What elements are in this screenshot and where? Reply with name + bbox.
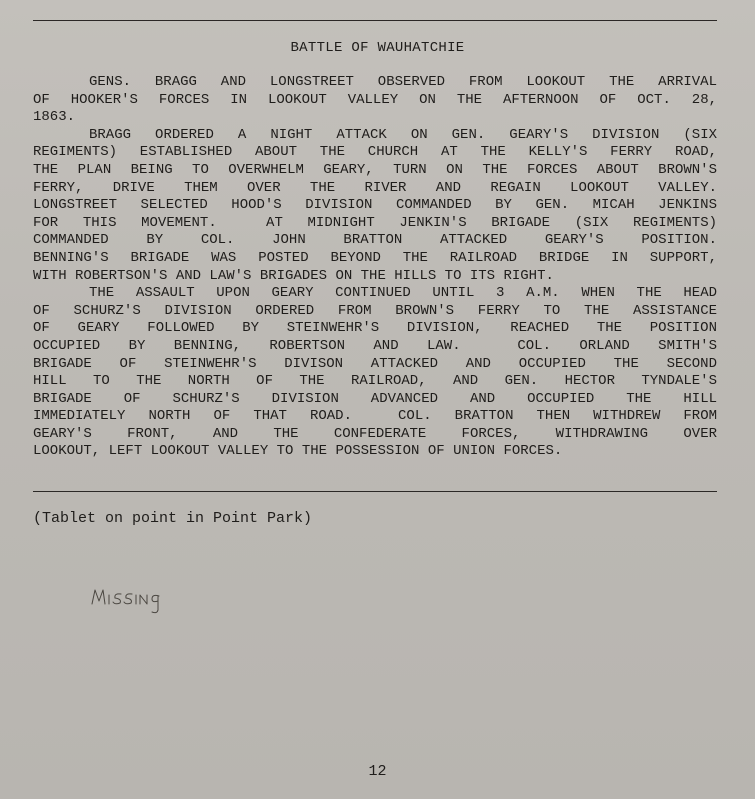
body-line: OCCUPIED BY BENNING, ROBERTSON AND LAW. COL. ORLAND SMITH'S [33, 337, 717, 354]
bottom-rule [33, 491, 717, 492]
handwritten-missing-note [90, 586, 170, 616]
body-line: HILL TO THE NORTH OF THE RAILROAD, AND GEN. HECTOR TYNDALE'S [33, 373, 717, 390]
body-line: THE ASSAULT UPON GEARY CONTINUED UNTIL 3 A.M. WHEN THE HEAD [89, 285, 717, 302]
body-line: FERRY, DRIVE THEM OVER THE RIVER AND REGAIN LOOKOUT VALLEY. [33, 179, 717, 196]
body-line: BRIGADE OF STEINWEHR'S DIVISON ATTACKED AND OCCUPIED THE SECOND [33, 355, 717, 372]
page-number: 12 [368, 763, 387, 780]
tablet-note: (Tablet on point in Point Park) [33, 510, 313, 527]
top-rule [33, 20, 717, 21]
body-line: WITH ROBERTSON'S AND LAW'S BRIGADES ON THE HILLS TO ITS RIGHT. [33, 267, 554, 284]
body-line: OF SCHURZ'S DIVISION ORDERED FROM BROWN'S FERRY TO THE ASSISTANCE [33, 302, 717, 319]
body-line: BRIGADE OF SCHURZ'S DIVISION ADVANCED AND OCCUPIED THE HILL [33, 390, 717, 407]
body-line: FOR THIS MOVEMENT. AT MIDNIGHT JENKIN'S BRIGADE (SIX REGIMENTS) [33, 214, 717, 231]
body-line: REGIMENTS) ESTABLISHED ABOUT THE CHURCH AT THE KELLY'S FERRY ROAD, [33, 144, 717, 161]
body-line: LOOKOUT, LEFT LOOKOUT VALLEY TO THE POSSESSION OF UNION FORCES. [33, 443, 563, 460]
body-line: BENNING'S BRIGADE WAS POSTED BEYOND THE RAILROAD BRIDGE IN SUPPORT, [33, 249, 717, 266]
body-line: GENS. BRAGG AND LONGSTREET OBSERVED FROM LOOKOUT THE ARRIVAL [89, 74, 717, 90]
body-line: THE PLAN BEING TO OVERWHELM GEARY, TURN ON THE FORCES ABOUT BROWN'S [33, 161, 717, 178]
body-line: 1863. [33, 109, 76, 126]
document-title: BATTLE OF WAUHATCHIE [290, 40, 465, 56]
body-line: GEARY'S FRONT, AND THE CONFEDERATE FORCES, WITHDRAWING OVER [33, 425, 717, 442]
body-line: IMMEDIATELY NORTH OF THAT ROAD. COL. BRATTON THEN WITHDREW FROM [33, 408, 717, 425]
body-line: LONGSTREET SELECTED HOOD'S DIVISION COMMANDED BY GEN. MICAH JENKINS [33, 197, 717, 214]
body-line: OF GEARY FOLLOWED BY STEINWEHR'S DIVISION, REACHED THE POSITION [33, 320, 717, 337]
body-line: BRAGG ORDERED A NIGHT ATTACK ON GEN. GEARY'S DIVISION (SIX [89, 126, 717, 143]
body-line: COMMANDED BY COL. JOHN BRATTON ATTACKED GEARY'S POSITION. [33, 232, 717, 249]
document-body [33, 74, 717, 461]
body-line: OF HOOKER'S FORCES IN LOOKOUT VALLEY ON THE AFTERNOON OF OCT. 28, [33, 91, 717, 108]
